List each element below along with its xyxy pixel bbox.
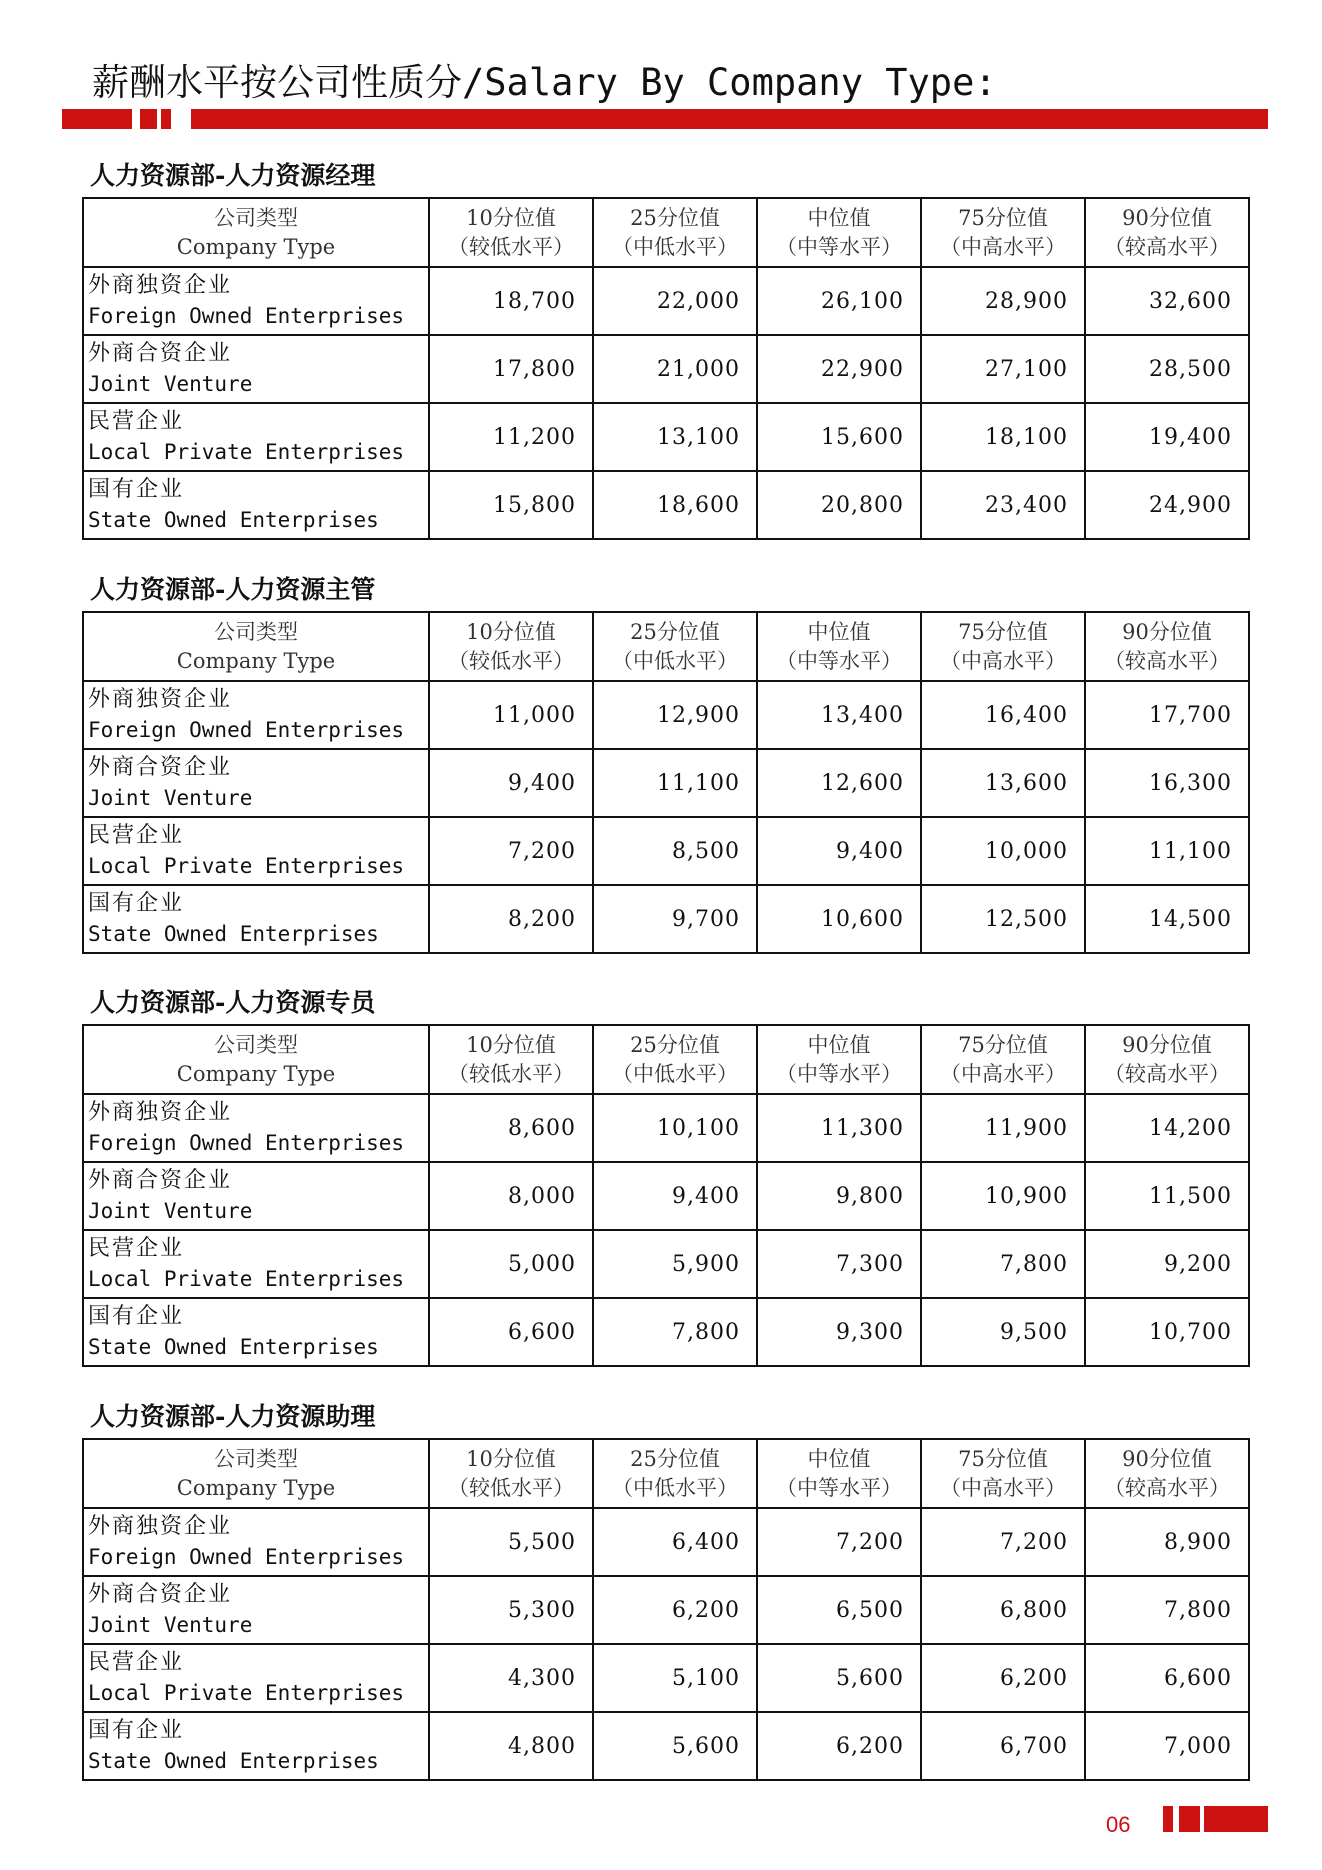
- company-type-cell: [83, 1712, 429, 1780]
- salary-value-cell: 13,400: [757, 681, 921, 749]
- salary-value-cell: 14,200: [1085, 1094, 1249, 1162]
- salary-value-cell: 9,400: [429, 749, 593, 817]
- column-header-line1: 90分位值: [1122, 1032, 1212, 1057]
- salary-value-cell: 5,300: [429, 1576, 593, 1644]
- salary-value-cell: 12,500: [921, 885, 1085, 953]
- company-type-cell: [83, 335, 429, 403]
- company-type-cell: [83, 267, 429, 335]
- salary-value-cell: 22,000: [593, 267, 757, 335]
- column-header: [593, 1025, 757, 1094]
- company-type-cell: [83, 817, 429, 885]
- company-type-en: State Owned Enterprises: [88, 508, 379, 532]
- company-type-en: Local Private Enterprises: [88, 1267, 405, 1291]
- column-header-line2: （中等水平）: [776, 1475, 902, 1500]
- column-header-line1: 公司类型: [214, 1032, 298, 1057]
- column-header-line2: （中等水平）: [776, 1061, 902, 1086]
- company-type-cell: [83, 885, 429, 953]
- salary-value-cell: 6,200: [593, 1576, 757, 1644]
- table-row: [83, 1576, 1249, 1644]
- column-header: [83, 612, 429, 681]
- company-type-cell: [83, 1576, 429, 1644]
- salary-value-cell: 10,900: [921, 1162, 1085, 1230]
- salary-value-cell: 14,500: [1085, 885, 1249, 953]
- salary-value-cell: 7,800: [593, 1298, 757, 1366]
- salary-value-cell: 12,600: [757, 749, 921, 817]
- company-type-en: State Owned Enterprises: [88, 1749, 379, 1773]
- salary-value-cell: 11,200: [429, 403, 593, 471]
- company-type-en: Joint Venture: [88, 1613, 253, 1637]
- salary-value-cell: 21,000: [593, 335, 757, 403]
- column-header-line1: 75分位值: [958, 619, 1048, 644]
- salary-value-cell: 7,200: [921, 1508, 1085, 1576]
- company-type-cell: [83, 681, 429, 749]
- company-type-cn: 民营企业: [88, 409, 185, 434]
- column-header-line2: （中低水平）: [612, 648, 738, 673]
- salary-value-cell: 19,400: [1085, 403, 1249, 471]
- column-header: [1085, 198, 1249, 267]
- salary-value-cell: 7,200: [429, 817, 593, 885]
- column-header: [429, 198, 593, 267]
- column-header-line1: 10分位值: [466, 205, 556, 230]
- salary-section: [82, 1402, 1250, 1781]
- column-header-line2: （较高水平）: [1104, 648, 1230, 673]
- salary-value-cell: 18,100: [921, 403, 1085, 471]
- column-header: [921, 1025, 1085, 1094]
- salary-table: [82, 197, 1250, 540]
- company-type-en: Foreign Owned Enterprises: [88, 718, 405, 742]
- section-title: 人力资源部-人力资源专员: [90, 988, 376, 1017]
- company-type-en: Foreign Owned Enterprises: [88, 1545, 405, 1569]
- column-header: [429, 1025, 593, 1094]
- company-type-cell: [83, 1230, 429, 1298]
- table-row: [83, 1162, 1249, 1230]
- salary-value-cell: 11,900: [921, 1094, 1085, 1162]
- column-header: [1085, 1439, 1249, 1508]
- section-title: 人力资源部-人力资源经理: [90, 161, 376, 190]
- table-row: [83, 1644, 1249, 1712]
- column-header: [83, 1025, 429, 1094]
- column-header-line1: 25分位值: [630, 1446, 720, 1471]
- salary-value-cell: 18,600: [593, 471, 757, 539]
- company-type-cell: [83, 1298, 429, 1366]
- company-type-en: Local Private Enterprises: [88, 440, 405, 464]
- column-header: [1085, 1025, 1249, 1094]
- company-type-cn: 外商独资企业: [88, 687, 233, 712]
- company-type-cn: 外商合资企业: [88, 1168, 233, 1193]
- column-header: [429, 1439, 593, 1508]
- column-header-line2: （中高水平）: [940, 1061, 1066, 1086]
- column-header-line2: （较低水平）: [448, 1061, 574, 1086]
- salary-value-cell: 5,600: [593, 1712, 757, 1780]
- salary-section: [82, 161, 1250, 540]
- column-header: [429, 612, 593, 681]
- column-header-line2: Company Type: [176, 234, 336, 259]
- company-type-cn: 民营企业: [88, 823, 185, 848]
- company-type-cn: 外商合资企业: [88, 341, 233, 366]
- salary-value-cell: 7,200: [757, 1508, 921, 1576]
- salary-value-cell: 5,000: [429, 1230, 593, 1298]
- salary-value-cell: 27,100: [921, 335, 1085, 403]
- company-type-cn: 外商独资企业: [88, 273, 233, 298]
- salary-value-cell: 9,300: [757, 1298, 921, 1366]
- column-header-line2: （中高水平）: [940, 1475, 1066, 1500]
- column-header: [757, 1025, 921, 1094]
- column-header: [593, 612, 757, 681]
- column-header-line1: 中位值: [807, 619, 871, 644]
- company-type-cn: 国有企业: [88, 1304, 185, 1329]
- column-header-line1: 10分位值: [466, 619, 556, 644]
- column-header-line1: 75分位值: [958, 1446, 1048, 1471]
- column-header: [921, 1439, 1085, 1508]
- salary-value-cell: 15,600: [757, 403, 921, 471]
- salary-table: [82, 1438, 1250, 1781]
- salary-value-cell: 11,100: [1085, 817, 1249, 885]
- company-type-cn: 民营企业: [88, 1650, 185, 1675]
- column-header: [593, 1439, 757, 1508]
- table-row: [83, 267, 1249, 335]
- column-header-line1: 中位值: [807, 1446, 871, 1471]
- salary-value-cell: 16,300: [1085, 749, 1249, 817]
- company-type-cell: [83, 403, 429, 471]
- salary-value-cell: 11,000: [429, 681, 593, 749]
- salary-value-cell: 8,500: [593, 817, 757, 885]
- table-row: [83, 1230, 1249, 1298]
- salary-value-cell: 9,700: [593, 885, 757, 953]
- salary-value-cell: 11,100: [593, 749, 757, 817]
- salary-value-cell: 18,700: [429, 267, 593, 335]
- column-header-line2: （较高水平）: [1104, 1061, 1230, 1086]
- salary-value-cell: 17,700: [1085, 681, 1249, 749]
- company-type-cn: 外商独资企业: [88, 1514, 233, 1539]
- column-header-line1: 90分位值: [1122, 619, 1212, 644]
- title-accent-bar-4: [191, 109, 1268, 129]
- column-header-line1: 25分位值: [630, 1032, 720, 1057]
- table-row: [83, 1712, 1249, 1780]
- footer-accent-bar-3: [1204, 1806, 1268, 1832]
- table-header-row: [83, 612, 1249, 681]
- column-header-line1: 25分位值: [630, 205, 720, 230]
- salary-value-cell: 8,200: [429, 885, 593, 953]
- column-header-line2: Company Type: [176, 1061, 336, 1086]
- footer-accent-bar-2: [1179, 1806, 1200, 1832]
- company-type-cn: 外商合资企业: [88, 1582, 233, 1607]
- salary-value-cell: 4,800: [429, 1712, 593, 1780]
- column-header-line1: 公司类型: [214, 619, 298, 644]
- column-header-line1: 75分位值: [958, 1032, 1048, 1057]
- section-title: 人力资源部-人力资源主管: [90, 575, 376, 604]
- salary-value-cell: 9,800: [757, 1162, 921, 1230]
- company-type-en: State Owned Enterprises: [88, 922, 379, 946]
- column-header-line1: 公司类型: [214, 1446, 298, 1471]
- salary-value-cell: 13,100: [593, 403, 757, 471]
- table-row: [83, 403, 1249, 471]
- column-header-line1: 90分位值: [1122, 205, 1212, 230]
- company-type-en: Joint Venture: [88, 372, 253, 396]
- salary-value-cell: 13,600: [921, 749, 1085, 817]
- salary-table: [82, 611, 1250, 954]
- company-type-en: Foreign Owned Enterprises: [88, 304, 405, 328]
- salary-value-cell: 7,800: [921, 1230, 1085, 1298]
- salary-value-cell: 24,900: [1085, 471, 1249, 539]
- company-type-cell: [83, 1508, 429, 1576]
- table-row: [83, 817, 1249, 885]
- column-header-line1: 10分位值: [466, 1032, 556, 1057]
- salary-value-cell: 10,000: [921, 817, 1085, 885]
- salary-value-cell: 6,600: [1085, 1644, 1249, 1712]
- company-type-en: Joint Venture: [88, 1199, 253, 1223]
- salary-value-cell: 6,400: [593, 1508, 757, 1576]
- column-header-line1: 中位值: [807, 1032, 871, 1057]
- salary-value-cell: 15,800: [429, 471, 593, 539]
- page-title: 薪酬水平按公司性质分/Salary By Company Type:: [92, 61, 997, 104]
- column-header: [921, 198, 1085, 267]
- salary-value-cell: 12,900: [593, 681, 757, 749]
- column-header-line2: （较低水平）: [448, 1475, 574, 1500]
- salary-value-cell: 8,900: [1085, 1508, 1249, 1576]
- salary-value-cell: 7,800: [1085, 1576, 1249, 1644]
- column-header: [757, 612, 921, 681]
- table-row: [83, 471, 1249, 539]
- table-row: [83, 1094, 1249, 1162]
- company-type-cn: 民营企业: [88, 1236, 185, 1261]
- company-type-en: State Owned Enterprises: [88, 1335, 379, 1359]
- column-header-line1: 中位值: [807, 205, 871, 230]
- salary-value-cell: 9,500: [921, 1298, 1085, 1366]
- company-type-en: Foreign Owned Enterprises: [88, 1131, 405, 1155]
- column-header-line2: （中等水平）: [776, 648, 902, 673]
- column-header: [757, 1439, 921, 1508]
- salary-table: [82, 1024, 1250, 1367]
- column-header-line1: 10分位值: [466, 1446, 556, 1471]
- title-accent-bar-3: [161, 109, 171, 129]
- salary-value-cell: 6,200: [757, 1712, 921, 1780]
- salary-value-cell: 9,400: [593, 1162, 757, 1230]
- column-header-line2: （中低水平）: [612, 1475, 738, 1500]
- table-row: [83, 1508, 1249, 1576]
- page-number: 06: [1106, 1812, 1131, 1837]
- column-header: [757, 198, 921, 267]
- column-header-line2: （较低水平）: [448, 234, 574, 259]
- company-type-cell: [83, 1644, 429, 1712]
- table-row: [83, 1298, 1249, 1366]
- company-type-en: Joint Venture: [88, 786, 253, 810]
- column-header-line2: （较低水平）: [448, 648, 574, 673]
- column-header-line1: 90分位值: [1122, 1446, 1212, 1471]
- salary-value-cell: 26,100: [757, 267, 921, 335]
- salary-value-cell: 5,100: [593, 1644, 757, 1712]
- salary-value-cell: 6,700: [921, 1712, 1085, 1780]
- salary-value-cell: 4,300: [429, 1644, 593, 1712]
- table-row: [83, 681, 1249, 749]
- column-header: [1085, 612, 1249, 681]
- column-header: [921, 612, 1085, 681]
- salary-value-cell: 6,800: [921, 1576, 1085, 1644]
- column-header-line2: （中等水平）: [776, 234, 902, 259]
- salary-value-cell: 10,700: [1085, 1298, 1249, 1366]
- column-header-line1: 公司类型: [214, 205, 298, 230]
- salary-value-cell: 32,600: [1085, 267, 1249, 335]
- salary-value-cell: 9,400: [757, 817, 921, 885]
- company-type-cn: 外商合资企业: [88, 755, 233, 780]
- table-header-row: [83, 1439, 1249, 1508]
- salary-value-cell: 6,200: [921, 1644, 1085, 1712]
- company-type-cell: [83, 471, 429, 539]
- salary-value-cell: 8,000: [429, 1162, 593, 1230]
- column-header-line2: （中高水平）: [940, 648, 1066, 673]
- table-header-row: [83, 1025, 1249, 1094]
- salary-section: [82, 575, 1250, 954]
- salary-value-cell: 10,100: [593, 1094, 757, 1162]
- column-header-line1: 75分位值: [958, 205, 1048, 230]
- salary-value-cell: 5,500: [429, 1508, 593, 1576]
- column-header-line2: （中高水平）: [940, 234, 1066, 259]
- salary-value-cell: 5,900: [593, 1230, 757, 1298]
- salary-value-cell: 11,300: [757, 1094, 921, 1162]
- column-header: [83, 198, 429, 267]
- salary-value-cell: 20,800: [757, 471, 921, 539]
- column-header-line2: Company Type: [176, 648, 336, 673]
- column-header: [593, 198, 757, 267]
- salary-value-cell: 23,400: [921, 471, 1085, 539]
- footer-accent-bar-1: [1163, 1806, 1173, 1832]
- column-header-line2: （中低水平）: [612, 234, 738, 259]
- table-row: [83, 335, 1249, 403]
- salary-value-cell: 6,500: [757, 1576, 921, 1644]
- company-type-cell: [83, 1094, 429, 1162]
- company-type-cn: 国有企业: [88, 1718, 185, 1743]
- salary-value-cell: 28,500: [1085, 335, 1249, 403]
- section-title: 人力资源部-人力资源助理: [90, 1402, 376, 1431]
- title-accent-bar-2: [140, 109, 157, 129]
- column-header: [83, 1439, 429, 1508]
- column-header-line2: （较高水平）: [1104, 1475, 1230, 1500]
- company-type-cn: 国有企业: [88, 891, 185, 916]
- salary-value-cell: 5,600: [757, 1644, 921, 1712]
- company-type-en: Local Private Enterprises: [88, 1681, 405, 1705]
- salary-value-cell: 11,500: [1085, 1162, 1249, 1230]
- salary-value-cell: 7,300: [757, 1230, 921, 1298]
- salary-value-cell: 28,900: [921, 267, 1085, 335]
- table-row: [83, 885, 1249, 953]
- column-header-line2: Company Type: [176, 1475, 336, 1500]
- salary-section: [82, 988, 1250, 1367]
- company-type-cell: [83, 749, 429, 817]
- company-type-cell: [83, 1162, 429, 1230]
- salary-value-cell: 22,900: [757, 335, 921, 403]
- salary-value-cell: 9,200: [1085, 1230, 1249, 1298]
- column-header-line2: （中低水平）: [612, 1061, 738, 1086]
- table-row: [83, 749, 1249, 817]
- salary-value-cell: 6,600: [429, 1298, 593, 1366]
- salary-value-cell: 8,600: [429, 1094, 593, 1162]
- company-type-cn: 国有企业: [88, 477, 185, 502]
- table-header-row: [83, 198, 1249, 267]
- company-type-en: Local Private Enterprises: [88, 854, 405, 878]
- salary-value-cell: 17,800: [429, 335, 593, 403]
- salary-value-cell: 10,600: [757, 885, 921, 953]
- column-header-line1: 25分位值: [630, 619, 720, 644]
- salary-value-cell: 16,400: [921, 681, 1085, 749]
- salary-value-cell: 7,000: [1085, 1712, 1249, 1780]
- column-header-line2: （较高水平）: [1104, 234, 1230, 259]
- title-accent-bar-1: [62, 109, 132, 129]
- company-type-cn: 外商独资企业: [88, 1100, 233, 1125]
